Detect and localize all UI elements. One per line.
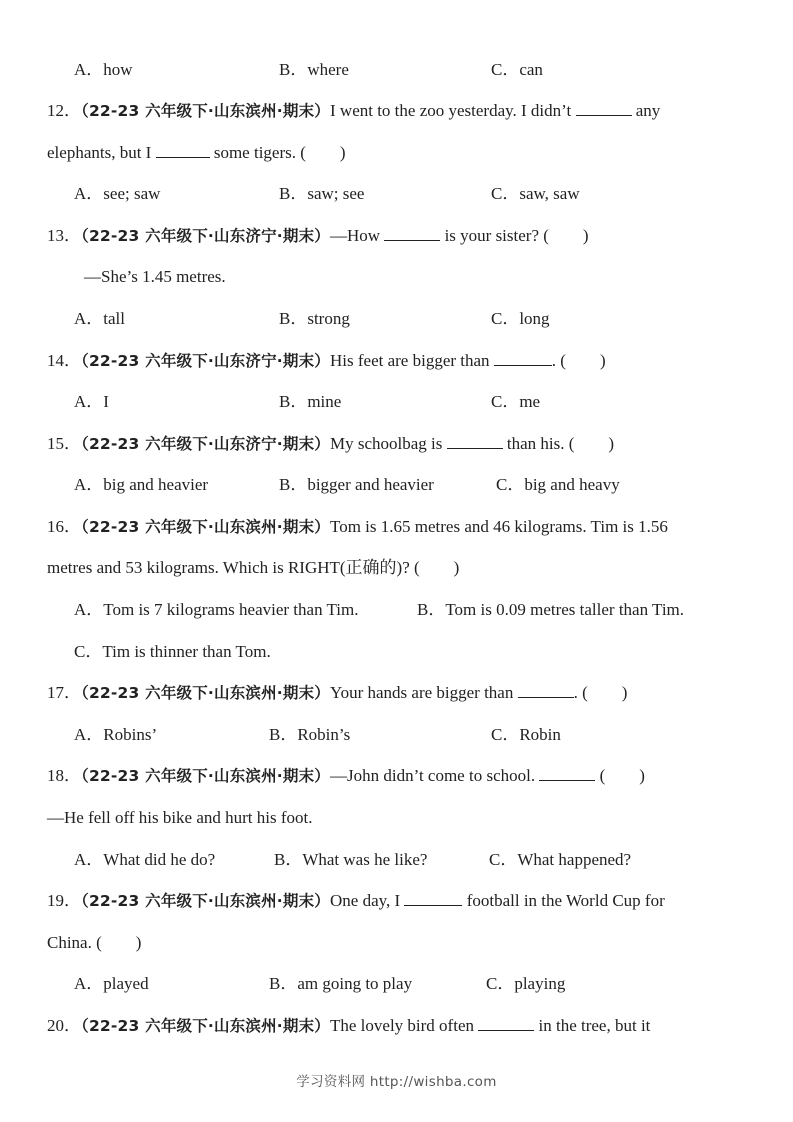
q15-option-a: A．big and heavier: [74, 475, 209, 494]
q11-option-c: C．can: [491, 60, 543, 79]
q13-option-c: C．long: [491, 309, 550, 328]
q14-option-b: B．mine: [279, 392, 342, 411]
q19-text-2: football in the World Cup for: [462, 891, 665, 910]
q12-text: I went to the zoo yesterday. I didn’t: [330, 101, 576, 120]
q11-option-a: A．how: [74, 60, 133, 79]
q13-option-b: B．strong: [279, 309, 350, 328]
q16-option-a: A．Tom is 7 kilograms heavier than Tim.: [74, 600, 359, 619]
q15-text: My schoolbag is: [330, 434, 447, 453]
q12-text-2: any: [631, 101, 661, 120]
q12-blank-1: [576, 100, 632, 116]
q15-option-b: B．bigger and heavier: [279, 475, 434, 494]
q12-option-b: B．saw; see: [279, 184, 365, 203]
q18-blank: [539, 765, 595, 781]
q12-option-a: A．see; saw: [74, 184, 161, 203]
q15-text-2: than his. ( ): [502, 434, 615, 453]
q12-blank-2: [156, 142, 210, 158]
page-footer: 学习资料网 http://wishba.com: [296, 1074, 497, 1090]
q20-number: 20．: [47, 1016, 81, 1035]
q18-stem: [47, 765, 645, 787]
q17-text: Your hands are bigger than: [330, 683, 518, 702]
q19-option-c: C．playing: [486, 974, 566, 993]
q16-source: （22-23 六年级下·山东滨州·期末）: [81, 518, 330, 536]
q13-text-2: is your sister? ( ): [440, 226, 589, 245]
q17-blank: [518, 682, 574, 698]
q12-text-4: some tigers. ( ): [209, 143, 346, 162]
q17-text-2: . ( ): [573, 683, 628, 702]
q17-stem: [47, 682, 627, 704]
q18-option-a: A．What did he do?: [74, 850, 216, 869]
q20-source: （22-23 六年级下·山东滨州·期末）: [81, 1017, 330, 1035]
q14-blank: [494, 350, 552, 366]
q12-text-3: elephants, but I: [47, 143, 156, 162]
q19-option-a: A．played: [74, 974, 149, 993]
q20-blank: [478, 1015, 534, 1031]
q13-option-a: A．tall: [74, 309, 125, 328]
q16-number: 16．: [47, 517, 81, 536]
q14-text-2: . ( ): [551, 351, 606, 370]
q11-option-b: B．where: [279, 60, 349, 79]
q14-option-c: C．me: [491, 392, 541, 411]
q13-source: （22-23 六年级下·山东济宁·期末）: [81, 227, 330, 245]
q15-source: （22-23 六年级下·山东济宁·期末）: [81, 435, 330, 453]
q17-option-a: A．Robins’: [74, 725, 158, 744]
q17-source: （22-23 六年级下·山东滨州·期末）: [81, 684, 330, 702]
q14-number: 14．: [47, 351, 81, 370]
q18-option-c: C．What happened?: [489, 850, 632, 869]
q12-number: 12．: [47, 101, 81, 120]
q13-number: 13．: [47, 226, 81, 245]
q17-number: 17．: [47, 683, 81, 702]
q18-answer-line: —He fell off his bike and hurt his foot.: [47, 808, 313, 827]
q18-source: （22-23 六年级下·山东滨州·期末）: [81, 767, 330, 785]
q13-stem-line1: [47, 225, 589, 247]
q18-text-2: ( ): [595, 766, 645, 785]
q14-text: His feet are bigger than: [330, 351, 494, 370]
q15-blank: [447, 433, 503, 449]
q15-stem: [47, 433, 614, 455]
q13-blank: [384, 225, 440, 241]
q20-text: The lovely bird often: [330, 1016, 479, 1035]
q13-text: —How: [330, 226, 385, 245]
q14-option-a: A．I: [74, 392, 109, 411]
q12-option-c: C．saw, saw: [491, 184, 580, 203]
q16-text: Tom is 1.65 metres and 46 kilograms. Tim is 1.56: [330, 517, 668, 536]
q18-text: —John didn’t come to school.: [330, 766, 540, 785]
q17-option-c: C．Robin: [491, 725, 561, 744]
q18-number: 18．: [47, 766, 81, 785]
q15-number: 15．: [47, 434, 81, 453]
q15-option-c: C．big and heavy: [496, 475, 620, 494]
q12-source: （22-23 六年级下·山东滨州·期末）: [81, 102, 330, 120]
q14-stem: [47, 350, 606, 372]
q13-answer-line: —She’s 1.45 metres.: [84, 267, 226, 286]
q19-option-b: B．am going to play: [269, 974, 413, 993]
q19-source: （22-23 六年级下·山东滨州·期末）: [81, 892, 330, 910]
q19-stem-line2: China. ( ): [47, 933, 142, 952]
q19-blank: [404, 890, 462, 906]
q19-stem-line1: [47, 890, 665, 912]
q12-stem-line2: [47, 142, 346, 164]
q19-text: One day, I: [330, 891, 405, 910]
q14-source: （22-23 六年级下·山东济宁·期末）: [81, 352, 330, 370]
q20-stem: [47, 1015, 650, 1037]
q17-option-b: B．Robin’s: [269, 725, 351, 744]
q18-option-b: B．What was he like?: [274, 850, 428, 869]
q16-stem-line2: metres and 53 kilograms. Which is RIGHT(正确的)? ( ): [47, 558, 460, 577]
q20-text-2: in the tree, but it: [534, 1016, 651, 1035]
q12-stem-line1: [47, 100, 660, 122]
q16-option-b: B．Tom is 0.09 metres taller than Tim.: [417, 600, 685, 619]
q19-number: 19．: [47, 891, 81, 910]
q16-stem-line1: [47, 516, 668, 538]
q16-option-c: C．Tim is thinner than Tom.: [74, 642, 271, 661]
